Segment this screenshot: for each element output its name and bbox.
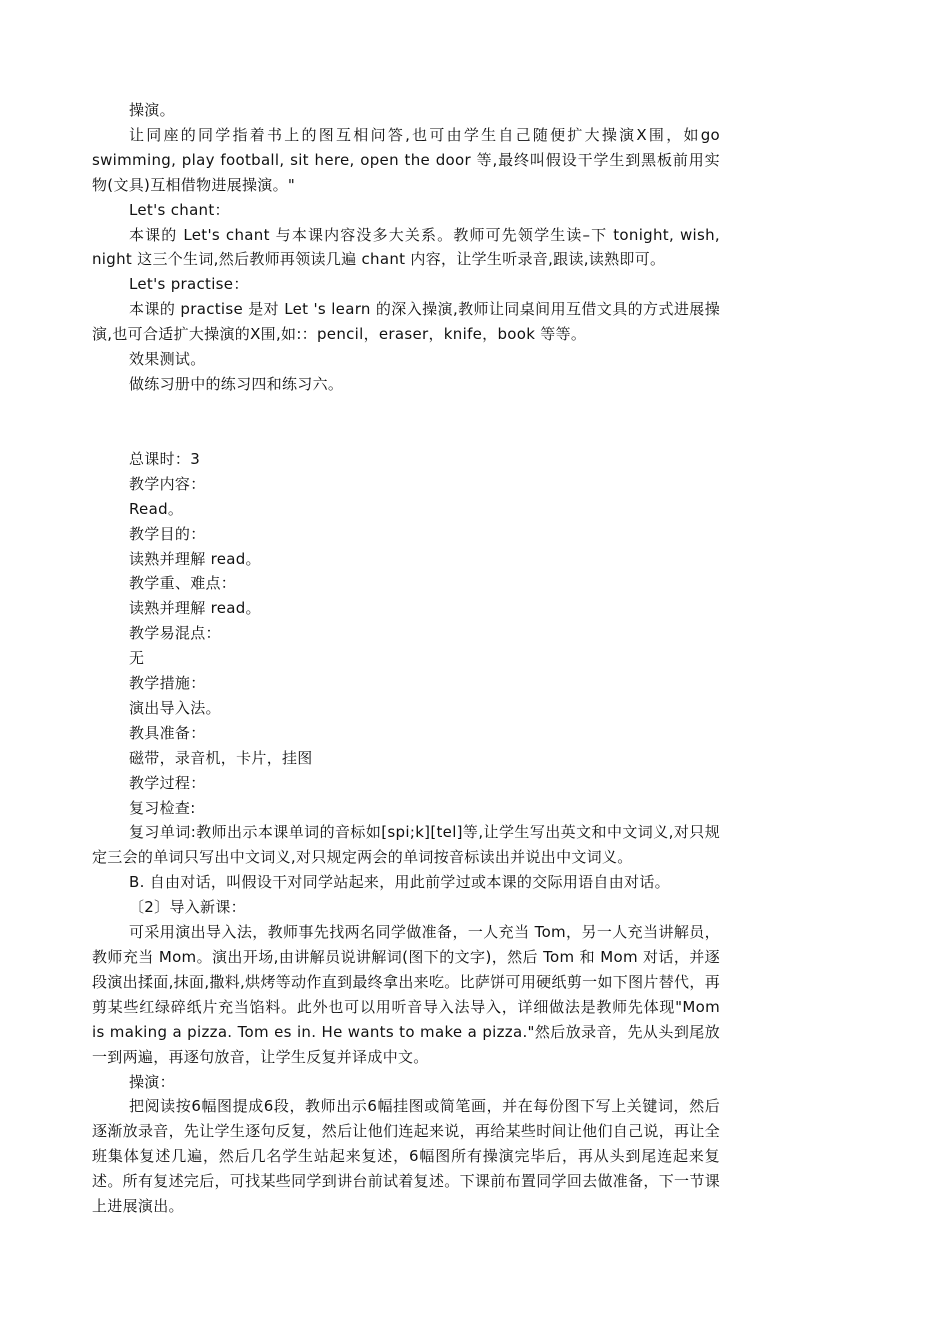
heading-materials: 教具准备： [129, 723, 206, 742]
document-body [92, 98, 720, 1219]
paragraph: 把阅读按6幅图提成6段，教师出示6幅挂图或简笔画，并在每份图下写上关键词，然后逐渐放录音，先让学生逐句反复，然后让他们连起来说，再给某些时间让他们自己说，再让全班集体复述几遍，然后几名学生站起来复述，6幅图所有操演完毕后，再从头到尾连起来复述。所有复述完后，可找某些同学到讲台前试着复述。下课前布置同学回去做准备，下一节课上进展演出。 [92, 1097, 720, 1216]
paragraph: 本课的 Let's chant 与本课内容没多大关系。教师可先领学生读–下 tonight, wish, night 这三个生词,然后教师再领读几遍 chant 内容，让学生听录音,跟读,读熟即可。 [92, 225, 720, 269]
paragraph: 让同座的同学指着书上的图互相问答,也可由学生自己随便扩大操演X围，如go swimming, play football, sit here, open the door 等,最终叫假设干学生到黑板前用实物(文具)互相借物进展操演。" [92, 125, 720, 194]
heading-review: 复习检查: [129, 798, 196, 817]
paragraph: Let's practise： [129, 275, 249, 294]
heading-content: 教学内容： [129, 474, 206, 493]
heading-practice: 操演： [129, 1072, 175, 1091]
paragraph: 复习单词:教师出示本课单词的音标如[spi;k][tel]等,让学生写出英文和中文词义,对只规定三会的单词只写出中文词义,对只规定两会的单词按音标读出并说出中文词义。 [92, 823, 720, 867]
total-hours-label: 总课时：3 [129, 449, 201, 468]
section-gap [92, 397, 720, 447]
paragraph: 读熟并理解 read。 [129, 549, 261, 568]
paragraph: Read。 [129, 499, 184, 518]
paragraph: 做练习册中的练习四和练习六。 [129, 374, 344, 393]
paragraph: 可采用演出导入法，教师事先找两名同学做准备，一人充当 Tom，另一人充当讲解员，教师充当 Mom。演出开场,由讲解员说讲解词(图下的文字)，然后 Tom 和 Mom 对话，并逐段演出揉面,抹面,撒料,烘烤等动作直到最终拿出来吃。比萨饼可用硬纸剪一如下图片替代，再剪某些红绿碎纸片充当馅料。此外也可以用听音导入法导入，详细做法是教师先体现"Mom is making a pizza. Tom es in. He wants to make a pizza."然后放录音，先从头到尾放一到两遍，再逐句放音，让学生反复并译成中文。 [92, 923, 720, 1066]
heading-new-lesson: 〔2〕导入新课： [129, 898, 246, 917]
paragraph: 演出导入法。 [129, 698, 221, 717]
heading-key-points: 教学重、难点： [129, 574, 237, 593]
paragraph: 效果测试。 [129, 350, 206, 369]
paragraph: 磁带，录音机，卡片，挂图 [129, 748, 313, 767]
paragraph: Let's chant： [129, 200, 230, 219]
paragraph: B. 自由对话，叫假设干对同学站起来，用此前学过或本课的交际用语自由对话。 [129, 873, 670, 892]
heading-process: 教学过程： [129, 773, 206, 792]
paragraph: 操演。 [129, 101, 175, 119]
heading-confusing-points: 教学易混点： [129, 624, 221, 643]
paragraph: 无 [129, 649, 145, 668]
paragraph: 本课的 practise 是对 Let 's learn 的深入操演,教师让同桌间用互借文具的方式进展操演,也可合适扩大操演的X围,如:：pencil，eraser，knife，book 等等。 [92, 300, 720, 344]
heading-measures: 教学措施： [129, 674, 206, 693]
paragraph: 读熟并理解 read。 [129, 599, 261, 618]
heading-objective: 教学目的： [129, 524, 206, 543]
